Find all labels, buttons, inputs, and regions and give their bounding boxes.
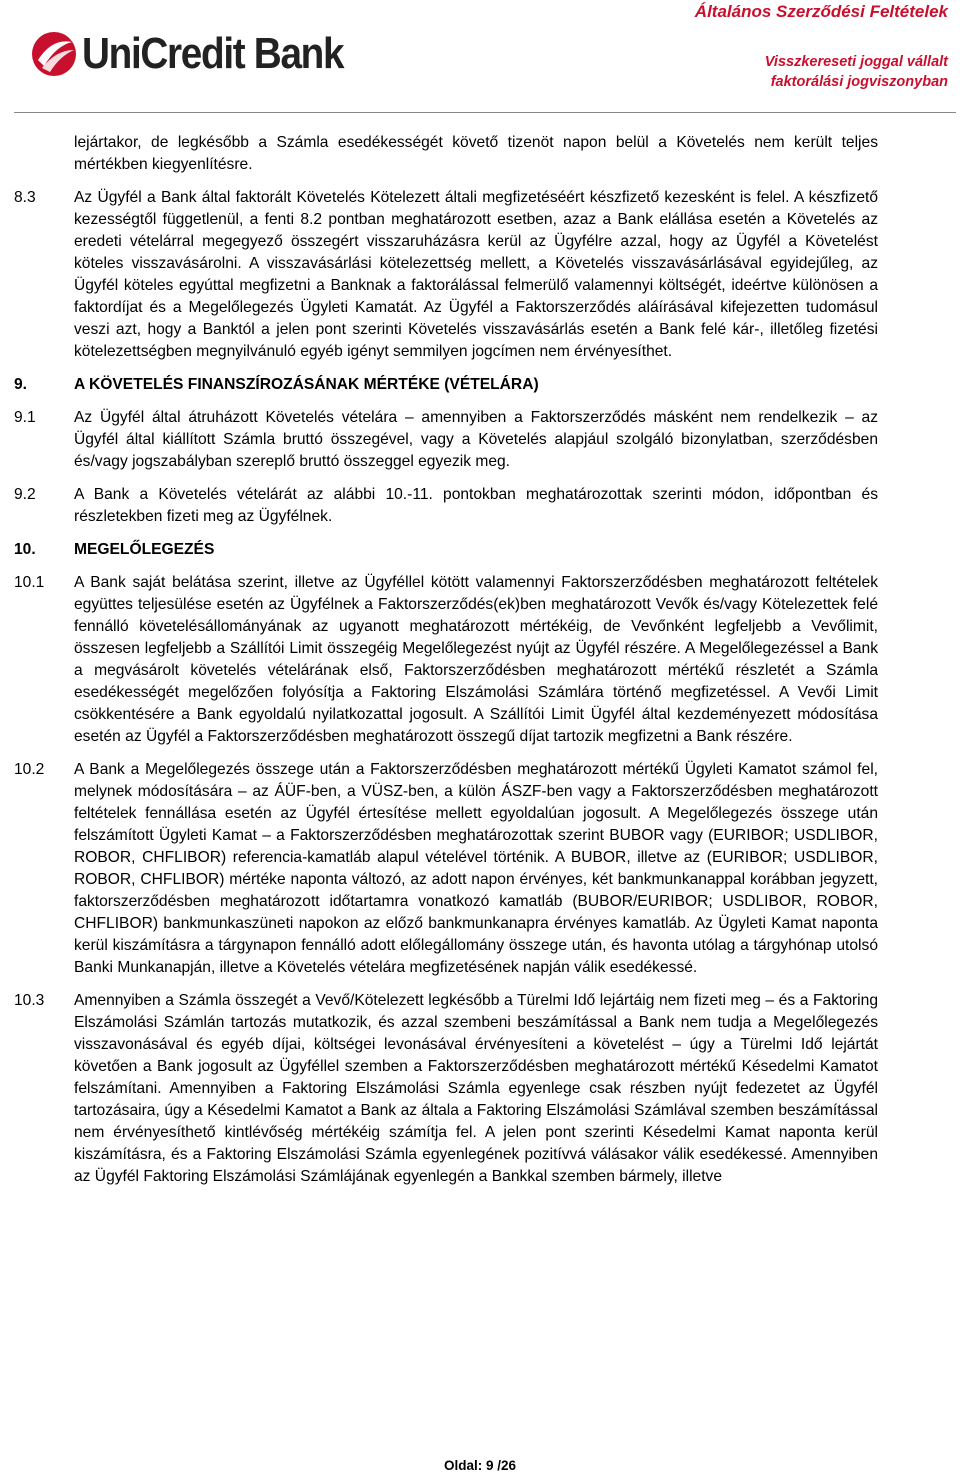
section-number: 9.	[14, 376, 28, 393]
section-heading-10	[14, 539, 878, 561]
paragraph-10-1	[14, 572, 878, 748]
paragraph-number: 9.2	[14, 486, 36, 503]
paragraph-text: A Bank saját belátása szerint, illetve az Ügyféllel kötött valamennyi Faktorszerződésben meghatározott feltételek együttes teljesülése esetén az Ügyfélnek a Faktorszerződés(ek)ben meghatározott Vevők és/vagy Kötelezettek felé fennálló követelésállományának az ugyanott meghatározott mértékéig, de Vevőnként legfeljebb a Vevőlimit, összesen legfeljebb a Szállítói Limit összegéig Megelőlegezést nyújt az Ügyfél részére. A Megelőlegezéssel a Bank a megvásárolt követelés vételárának első, Faktorszerződésben meghatározott mértékű részletét a Számla esedékességét megelőzően folyósítja a Faktoring Elszámolási Számlára történő megfizetéssel. A Vevői Limit csökkentésére a Bank egyoldalú nyilatkozattal jogosult. A Szállítói Limit Ügyfél által kezdeményezett módosítása esetén az Ügyfél a Faktorszerződésben meghatározott összegű díjat tartozik megfizetni a Bank részére.	[74, 574, 878, 745]
subtitle-line-1: Visszkereseti joggal vállalt	[764, 54, 948, 70]
unicredit-logo	[30, 24, 379, 84]
paragraph-number: 10.2	[14, 761, 45, 778]
document-subtitle	[765, 52, 948, 92]
document-body	[14, 132, 878, 1199]
section-title: MEGELŐLEGEZÉS	[74, 541, 215, 558]
section-number: 10.	[14, 541, 36, 558]
paragraph-number: 10.3	[14, 992, 45, 1009]
paragraph-text: Az Ügyfél által átruházott Követelés vételára – amennyiben a Faktorszerződés másként nem rendelkezik – az Ügyfél által kiállított Számla bruttó összegével, vagy a Követelés alapjául szolgáló bizonylatban, szerződésben és/vagy jogszabályban szereplő bruttó összeggel egyezik meg.	[74, 409, 878, 470]
section-heading-9	[14, 374, 878, 396]
paragraph-8-3	[14, 187, 878, 363]
paragraph-text: A Bank a Követelés vételárát az alábbi 10.-11. pontokban meghatározottak szerinti módon, időpontban és részletekben fizeti meg az Ügyfélnek.	[74, 486, 878, 525]
paragraph-text: A Bank a Megelőlegezés összege után a Faktorszerződésben meghatározott mértékű Ügyleti Kamatot számol fel, melynek módosítására – az ÁÜF-ben, a VÜSZ-ben, a külön ÁSZF-ben vagy a Faktorszerződésben meghatározott feltételek fennállása esetén az Ügyfél értesítése mellett egyoldalúan jogosult. A Megelőlegezés összege után felszámított Ügyleti Kamat – a Faktorszerződésben meghatározottak szerint BUBOR vagy (EURIBOR; USDLIBOR, ROBOR, CHFLIBOR) referencia-kamatláb alapul vételével történik. A BUBOR, illetve az (EURIBOR; USDLIBOR, ROBOR, CHFLIBOR) mértéke naponta változó, az adott napon érvényes, két bankmunkanappal korábban jegyzett, faktorszerződésben meghatározott időtartamra vonatkozó kamatláb (BUBOR/EURIBOR; USDLIBOR, ROBOR, CHFLIBOR) bankmunkaszüneti napokon az előző bankmunkanapra érvényes kamatláb. Az Ügyleti Kamat naponta kerül kiszámításra a tárgynapon fennálló adott előlegállomány összege után, és havonta utólag a tárgyhónap utolsó Banki Munkanapján, illetve a Követelés vételára megfizetésének napján válik esedékessé.	[74, 761, 878, 976]
header-divider	[14, 112, 956, 113]
paragraph-10-2	[14, 759, 878, 979]
paragraph-text: Az Ügyfél a Bank által faktorált Követelés Kötelezett általi megfizetéséért készfizető kezesként is felel. A készfizető kezességtől függetlenül, a fenti 8.2 pontban meghatározott esetben, azaz a Bank elállása esetén a Követelés az eredeti vételárral megegyező összegért visszaruházásra kerül az Ügyfélre azzal, hogy az Ügyfél a Követelést köteles visszavásárolni. A visszavásárlási kötelezettség mellett, a Követelés visszavásárlásával egyidejűleg, az Ügyfél köteles egyúttal megfizetni a Banknak a faktorálással felmerülő valamennyi költségét, ideértve különösen a faktordíjat és a Megelőlegezés Ügyleti Kamatát. Az Ügyfél a Faktorszerződés aláírásával kifejezetten tudomásul veszi azt, hogy a Banktól a jelen pont szerinti Követelés visszavásárlás esetén a Bank felé kár-, illetőleg fizetési kötelezettségben megnyilvánuló egyéb igényt semmilyen jogcímen nem érvényesíthet.	[74, 189, 878, 360]
paragraph-number: 9.1	[14, 409, 36, 426]
paragraph-10-3	[14, 990, 878, 1188]
section-title: A KÖVETELÉS FINANSZÍROZÁSÁNAK MÉRTÉKE (VÉTELÁRA)	[74, 376, 539, 393]
paragraph-intro	[14, 132, 878, 176]
subtitle-line-2: faktorálási jogviszonyban	[770, 74, 948, 90]
paragraph-9-2	[14, 484, 878, 528]
logo-text: UniCredit Bank	[82, 29, 344, 78]
unicredit-logo-icon	[30, 30, 78, 78]
paragraph-text: lejártakor, de legkésőbb a Számla esedékességét követő tizenöt napon belül a Követelés nem került teljes mértékben kiegyenlítésre.	[74, 134, 878, 173]
paragraph-number: 8.3	[14, 189, 36, 206]
document-title: Általános Szerződési Feltételek	[694, 2, 948, 21]
page-number: Oldal: 9 /26	[443, 1458, 517, 1473]
paragraph-9-1	[14, 407, 878, 473]
paragraph-text: Amennyiben a Számla összegét a Vevő/Kötelezett legkésőbb a Türelmi Idő lejártáig nem fizeti meg – és a Faktoring Elszámolási Számlán tartozás mutatkozik, és azzal szembeni beszámítással a Bank nem tudja a Megelőlegezés visszavonásával és egyéb díjai, költségei levonásával érvényesíteni a követelést – úgy a Türelmi Idő lejártát követően a Bank jogosult az Ügyféllel szemben a Faktorszerződésben meghatározott mértékű Késedelmi Kamatot felszámítani. Amennyiben a Faktoring Elszámolási Számla egyenlege csak részben nyújt fedezetet az Ügyfél tartozásaira, úgy a Késedelmi Kamatot a Bank az általa a Faktoring Elszámolási Számlával szemben beszámítással nem érvényesíthető kintlévőség mértékéig számítja fel. A jelen pont szerinti Késedelmi Kamat naponta kerül kiszámításra, és a Faktoring Elszámolási Számla egyenlegének pozitívvá válásakor válik esedékessé. Amennyiben az Ügyfél Faktoring Elszámolási Számlájának egyenlegén a Bankkal szemben bármely, illetve	[74, 992, 878, 1185]
paragraph-number: 10.1	[14, 574, 45, 591]
